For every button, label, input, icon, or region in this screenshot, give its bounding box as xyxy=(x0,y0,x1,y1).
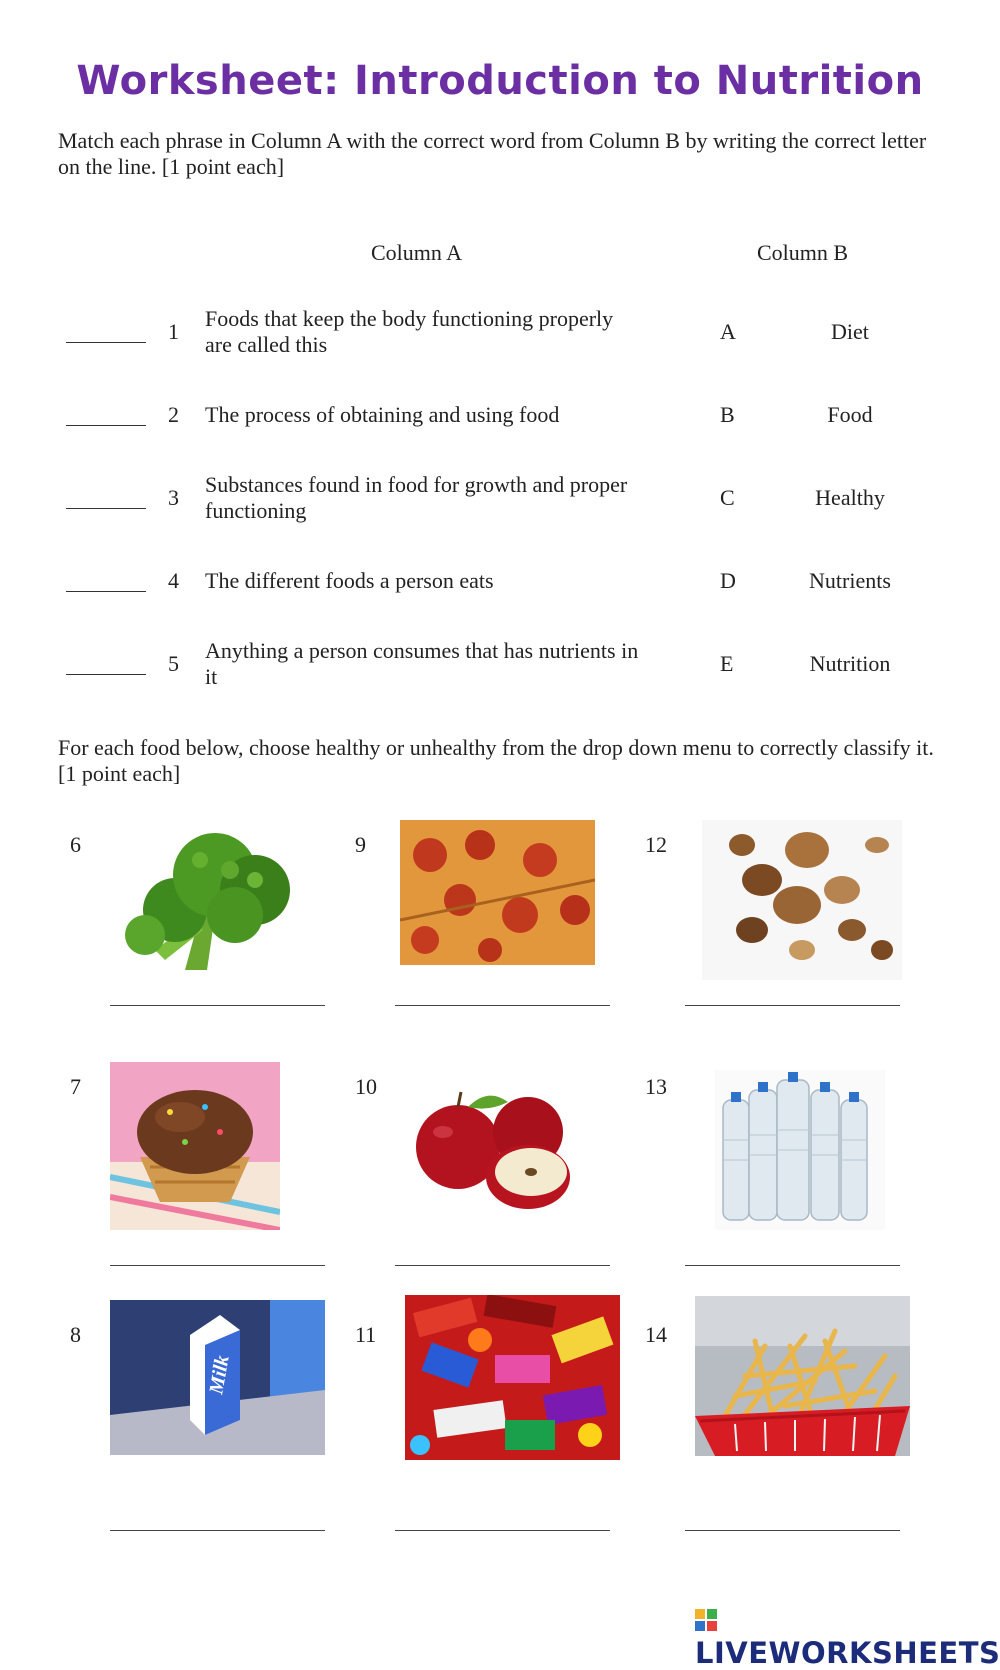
column-b-letter: E xyxy=(720,651,734,676)
answer-blank[interactable] xyxy=(66,425,146,426)
ice-cream-image xyxy=(110,1062,280,1230)
answer-blank[interactable] xyxy=(66,674,146,675)
match-row xyxy=(0,634,1000,694)
match-row xyxy=(0,468,1000,528)
column-b-header: Column B xyxy=(757,240,849,265)
part2-instruction: For each food below, choose healthy or unhealthy from the drop down menu to correctly classify it. [1 point each] xyxy=(58,735,934,786)
answer-line[interactable] xyxy=(395,1005,610,1006)
food-item xyxy=(70,1062,360,1302)
answer-line[interactable] xyxy=(395,1530,610,1531)
food-number: 14 xyxy=(645,1322,667,1347)
match-row xyxy=(0,302,1000,362)
match-row xyxy=(0,551,1000,611)
food-number: 9 xyxy=(355,832,366,857)
part1-instruction: Match each phrase in Column A with the correct word from Column B by writing the correct letter on the line. [1 point each] xyxy=(58,128,927,179)
answer-line[interactable] xyxy=(110,1530,325,1531)
column-b-letter: C xyxy=(720,485,735,510)
match-row xyxy=(0,385,1000,445)
page-title: Worksheet: Introduction to Nutrition xyxy=(76,58,924,104)
column-a-phrase: Anything a person consumes that has nutrients in it xyxy=(205,638,639,689)
liveworksheets-logo-icon xyxy=(695,1609,717,1631)
column-a-phrase: The different foods a person eats xyxy=(205,568,494,593)
food-number: 7 xyxy=(70,1074,81,1099)
answer-line[interactable] xyxy=(685,1530,900,1531)
water-bottles-image xyxy=(715,1070,885,1230)
answer-line[interactable] xyxy=(110,1265,325,1266)
column-a-phrase: Foods that keep the body functioning properly are called this xyxy=(205,306,614,357)
food-item xyxy=(645,1062,935,1302)
food-item xyxy=(355,820,645,1060)
answer-line[interactable] xyxy=(395,1265,610,1266)
answer-line[interactable] xyxy=(685,1265,900,1266)
answer-blank[interactable] xyxy=(66,591,146,592)
answer-line[interactable] xyxy=(110,1005,325,1006)
item-number: 1 xyxy=(168,319,179,344)
column-b-word: Nutrition xyxy=(809,651,891,676)
fries-image xyxy=(695,1296,910,1456)
food-item xyxy=(70,1310,360,1550)
column-b-word: Food xyxy=(827,402,873,427)
item-number: 3 xyxy=(168,485,179,510)
food-item xyxy=(355,1310,645,1550)
food-item xyxy=(645,820,935,1060)
food-number: 11 xyxy=(355,1322,377,1347)
answer-blank[interactable] xyxy=(66,342,146,343)
food-number: 12 xyxy=(645,832,667,857)
column-a-phrase: The process of obtaining and using food xyxy=(205,402,560,427)
column-a-phrase: Substances found in food for growth and proper functioning xyxy=(205,472,628,523)
food-item xyxy=(355,1062,645,1302)
food-number: 13 xyxy=(645,1074,667,1099)
apples-image xyxy=(413,1082,583,1217)
item-number: 4 xyxy=(168,568,179,593)
milk-carton-image xyxy=(110,1300,325,1455)
column-b-word: Healthy xyxy=(815,485,885,510)
milk-carton-label: Milk xyxy=(205,1353,234,1396)
column-b-letter: B xyxy=(720,402,735,427)
logo-text: LIVEWORKSHEETS xyxy=(695,1636,1000,1670)
food-number: 8 xyxy=(70,1322,81,1347)
liveworksheets-logo xyxy=(695,1602,1000,1670)
nuts-image xyxy=(702,820,902,980)
food-number: 6 xyxy=(70,832,81,857)
food-item xyxy=(645,1310,935,1550)
answer-line[interactable] xyxy=(685,1005,900,1006)
item-number: 2 xyxy=(168,402,179,427)
column-a-header: Column A xyxy=(371,240,463,265)
column-b-letter: D xyxy=(720,568,736,593)
food-item xyxy=(70,820,360,1060)
item-number: 5 xyxy=(168,651,179,676)
column-b-word: Nutrients xyxy=(809,568,891,593)
answer-blank[interactable] xyxy=(66,508,146,509)
broccoli-image xyxy=(115,820,300,975)
pizza-image xyxy=(400,820,595,965)
food-number: 10 xyxy=(355,1074,377,1099)
column-b-word: Diet xyxy=(831,319,869,344)
column-b-letter: A xyxy=(720,319,736,344)
candy-image xyxy=(405,1295,620,1460)
